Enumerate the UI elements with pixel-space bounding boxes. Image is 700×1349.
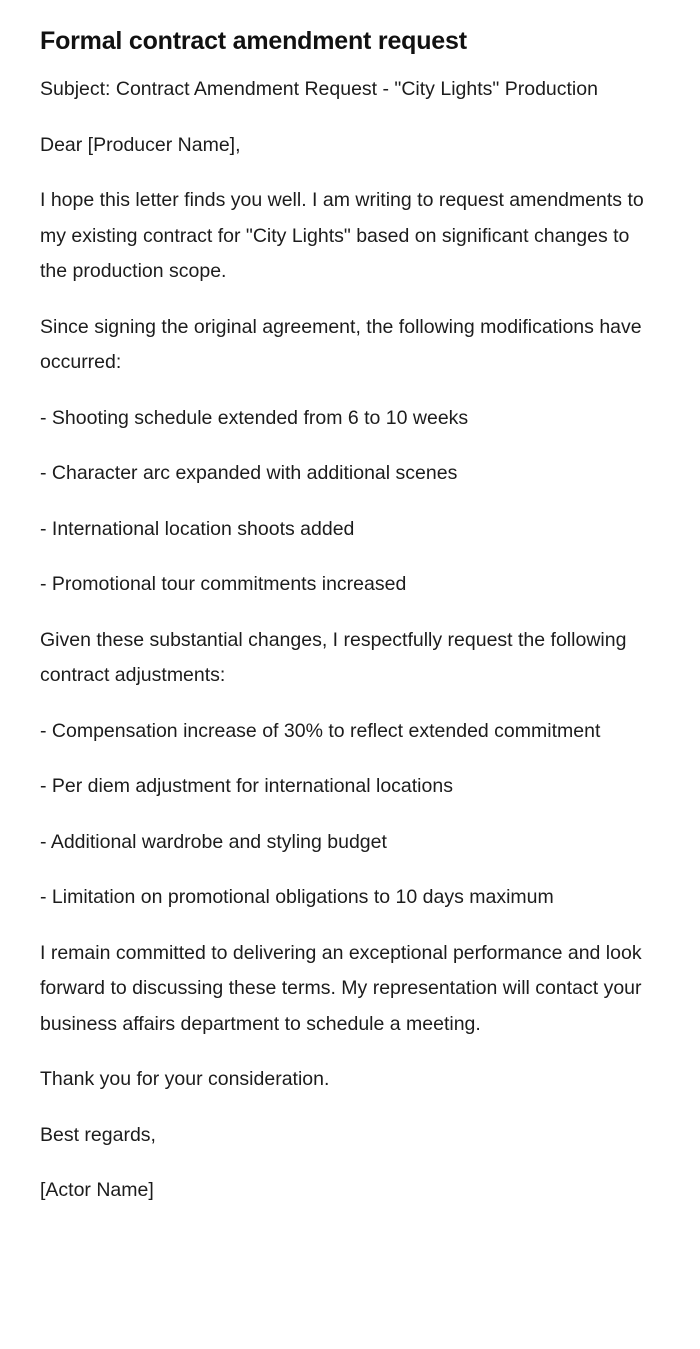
requests-lead: Given these substantial changes, I respectfully request the following contract adjustments: (40, 628, 627, 686)
signoff: Best regards, (40, 1123, 156, 1146)
request-item: - Limitation on promotional obligations to 10 days maximum (40, 886, 554, 908)
change-item: - Promotional tour commitments increased (40, 573, 407, 595)
subject-line: Subject: Contract Amendment Request - "City Lights" Production (40, 78, 598, 100)
intro-paragraph: I hope this letter finds you well. I am writing to request amendments to my existing contract for "City Lights" based on significant changes to the production scope. (40, 189, 644, 282)
request-item: - Per diem adjustment for international locations (40, 775, 453, 797)
document-title: Formal contract amendment request (40, 27, 467, 55)
closing-paragraph: I remain committed to delivering an exceptional performance and look forward to discussing these terms. My representation will contact your business affairs department to schedule a meeting. (40, 941, 642, 1035)
change-item: - Character arc expanded with additional scenes (40, 462, 458, 484)
signature: [Actor Name] (40, 1179, 154, 1201)
changes-lead: Since signing the original agreement, the following modifications have occurred: (40, 315, 642, 373)
request-item: - Compensation increase of 30% to reflect extended commitment (40, 719, 601, 742)
change-item: - Shooting schedule extended from 6 to 10 weeks (40, 406, 469, 429)
request-item: - Additional wardrobe and styling budget (40, 830, 387, 853)
thanks-line: Thank you for your consideration. (40, 1068, 330, 1090)
salutation: Dear [Producer Name], (40, 133, 241, 156)
change-item: - International location shoots added (40, 517, 355, 540)
